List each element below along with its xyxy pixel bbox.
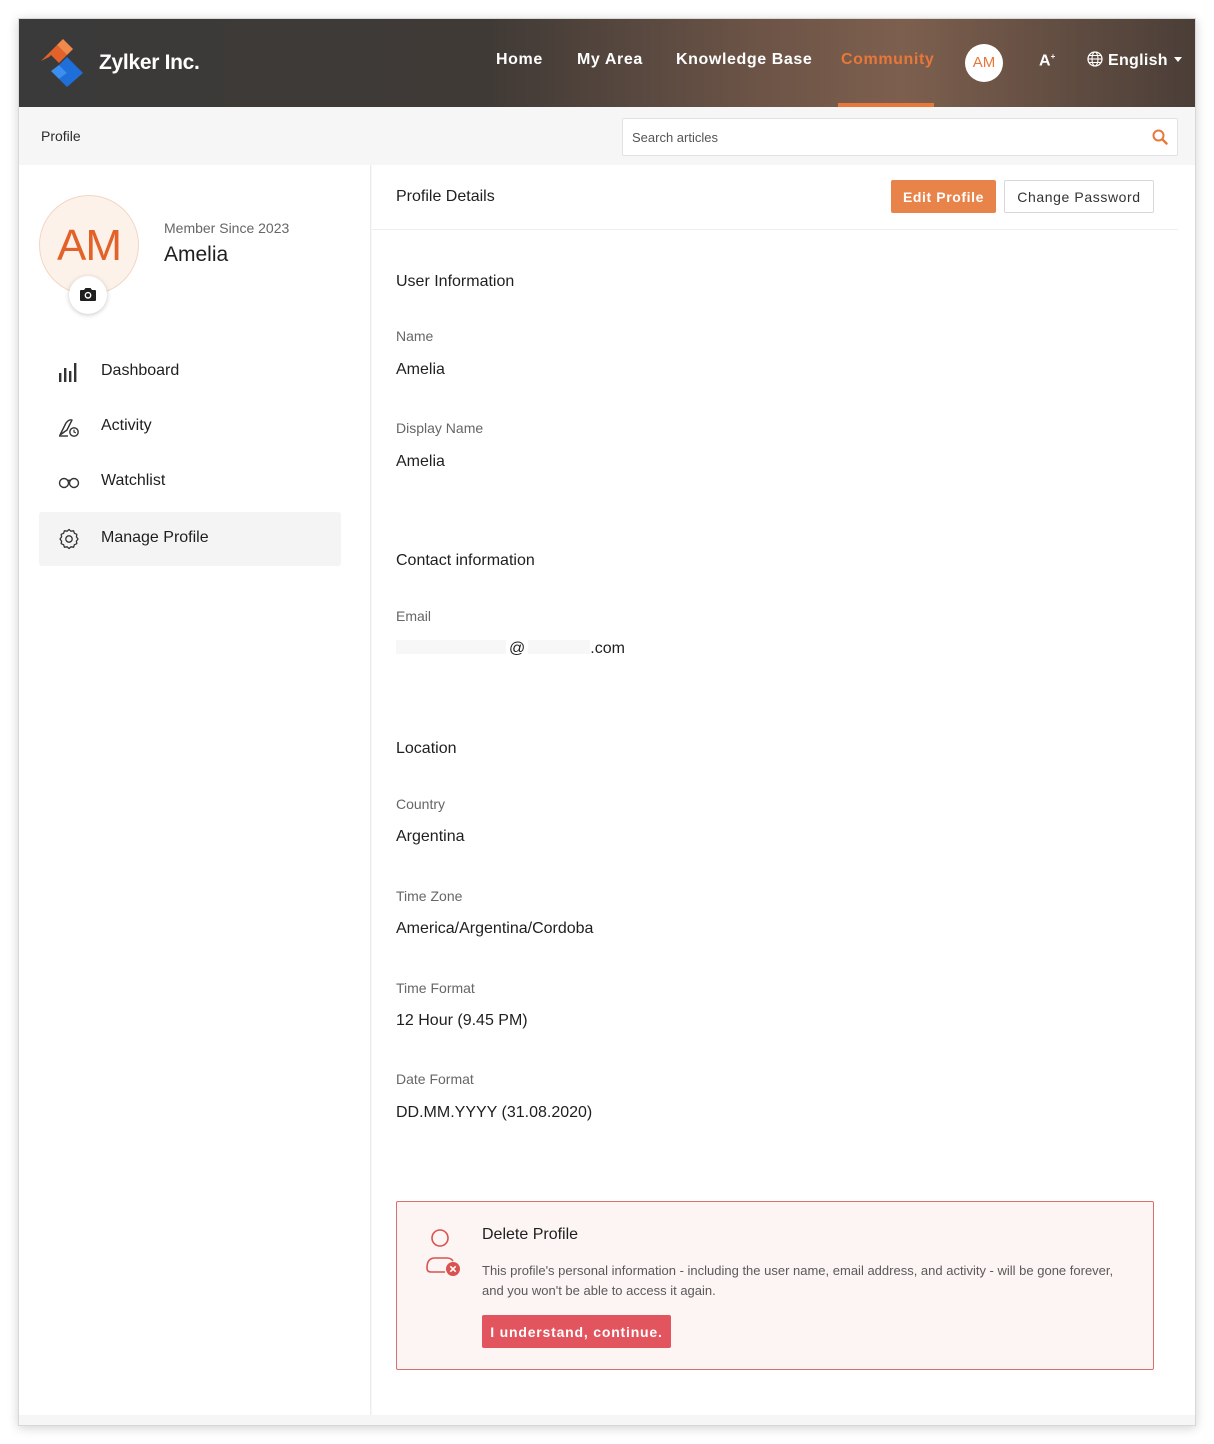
time-zone-label: Time Zone: [396, 888, 463, 904]
search-icon[interactable]: [1152, 129, 1168, 145]
user-avatar[interactable]: AM: [965, 44, 1003, 82]
profile-details-panel: [372, 165, 1196, 1415]
nav-community[interactable]: Community: [841, 51, 935, 68]
email-label: Email: [396, 608, 432, 624]
globe-icon: [1087, 51, 1103, 67]
contact-information-heading: Contact information: [396, 552, 535, 569]
redacted-email-domain: [528, 640, 590, 654]
display-name-value: Amelia: [396, 453, 445, 470]
delete-profile-panel: [396, 1201, 1154, 1370]
location-heading: Location: [396, 740, 457, 757]
sidebar-item-manage-profile[interactable]: [39, 512, 341, 566]
display-name-label: Display Name: [396, 420, 484, 436]
sidebar-item-label: Activity: [101, 417, 152, 434]
activity-icon: [57, 416, 81, 438]
time-zone-value: America/Argentina/Cordoba: [396, 920, 594, 937]
country-value: Argentina: [396, 828, 465, 845]
date-format-label: Date Format: [396, 1071, 474, 1087]
change-photo-button[interactable]: [69, 276, 107, 314]
brand-name[interactable]: Zylker Inc.: [99, 51, 200, 74]
font-size-icon[interactable]: A+: [1039, 52, 1056, 70]
user-information-heading: User Information: [396, 273, 515, 290]
delete-user-icon: [423, 1228, 463, 1278]
name-label: Name: [396, 328, 434, 344]
profile-avatar: AM: [39, 195, 139, 295]
chevron-down-icon: [1174, 57, 1182, 62]
sidebar-item-activity[interactable]: [39, 400, 341, 454]
country-label: Country: [396, 796, 446, 812]
profile-sidebar: [19, 165, 371, 1415]
header-divider: [372, 229, 1178, 230]
edit-profile-button[interactable]: Edit Profile: [891, 180, 996, 213]
redacted-email-user: [396, 640, 506, 654]
sidebar-item-watchlist[interactable]: [39, 455, 341, 509]
date-format-value: DD.MM.YYYY (31.08.2020): [396, 1104, 593, 1121]
page-title: Profile Details: [396, 188, 495, 205]
sidebar-item-label: Manage Profile: [101, 529, 209, 546]
zylker-logo-icon[interactable]: [37, 37, 89, 89]
language-label: English: [1108, 52, 1168, 69]
nav-my-area[interactable]: My Area: [577, 51, 643, 68]
top-header: [19, 19, 1196, 107]
delete-profile-warning: This profile's personal information - including the user name, email address, and activity - will be gone forever, and you won't be able to access it again.: [482, 1263, 1114, 1298]
change-password-button[interactable]: Change Password: [1004, 180, 1154, 213]
search-box: [622, 118, 1178, 156]
breadcrumb[interactable]: Profile: [41, 128, 81, 144]
breadcrumb-bar: [19, 107, 1196, 165]
time-format-label: Time Format: [396, 980, 475, 996]
member-since-text: Member Since 2023: [164, 220, 290, 236]
camera-icon: [79, 287, 97, 302]
nav-knowledge-base[interactable]: Knowledge Base: [676, 51, 813, 68]
sidebar-item-label: Dashboard: [101, 362, 180, 379]
email-value: @ .com: [396, 640, 625, 660]
sidebar-item-label: Watchlist: [101, 472, 166, 489]
confirm-delete-button[interactable]: I understand, continue.: [482, 1315, 671, 1348]
time-format-value: 12 Hour (9.45 PM): [396, 1012, 528, 1029]
sidebar-item-dashboard[interactable]: [39, 345, 341, 399]
delete-profile-title: Delete Profile: [482, 1226, 579, 1243]
search-input[interactable]: [623, 119, 1123, 155]
profile-name: Amelia: [164, 243, 229, 266]
gear-icon: [57, 528, 81, 550]
binoculars-icon: [57, 471, 81, 493]
browser-frame: [18, 18, 1196, 1426]
language-selector[interactable]: [1087, 51, 1182, 70]
name-value: Amelia: [396, 361, 445, 378]
bar-chart-icon: [57, 361, 81, 383]
nav-home[interactable]: Home: [496, 51, 543, 68]
